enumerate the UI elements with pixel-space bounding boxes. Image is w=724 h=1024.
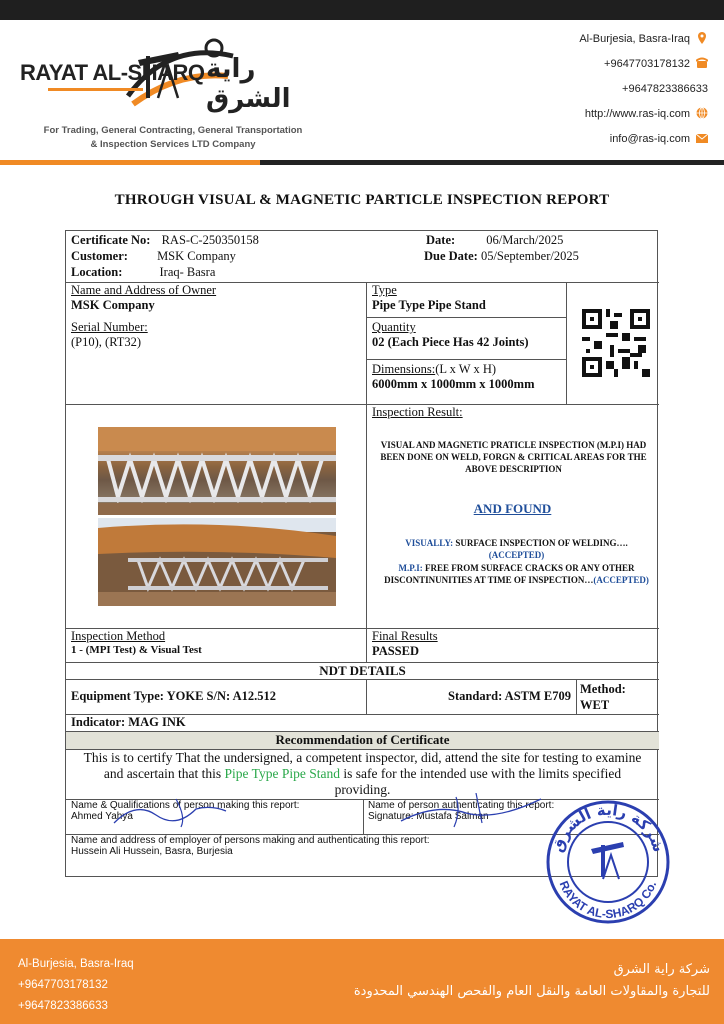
phone1-text: +9647703178132: [604, 58, 690, 70]
serial-section: [71, 320, 366, 350]
globe-icon: [696, 107, 708, 119]
visually-label: VISUALLY:: [405, 538, 454, 548]
serial-label: Serial Number:: [71, 320, 148, 334]
type-value: Pipe Type Pipe Stand: [372, 298, 486, 312]
method-ndt: [580, 681, 655, 713]
visual-finding: [384, 537, 649, 561]
recommendation-title: Recommendation of Certificate: [66, 732, 659, 749]
date-value: 06/March/2025: [486, 233, 564, 247]
quantity-value: 02 (Each Piece Has 42 Joints): [372, 335, 529, 349]
owner-section: [71, 283, 366, 313]
auth-name: Signature: Mustafa Salman: [368, 811, 489, 822]
inspection-photo-2: [98, 518, 336, 606]
employer-value: Hussein Ali Hussein, Basra, Burjesia: [71, 846, 233, 857]
method-ndt-value: WET: [580, 698, 610, 712]
footer-ar-line1: شركة راية الشرق: [613, 962, 710, 977]
type-label: Type: [372, 283, 397, 297]
serial-value: (P10), (RT32): [71, 335, 142, 349]
method-label: Inspection Method: [71, 629, 166, 643]
header-divider: [0, 160, 724, 165]
owner-value: MSK Company: [71, 298, 155, 312]
contact-email[interactable]: [508, 130, 708, 155]
address-text: Al-Burjesia, Basra-Iraq: [579, 33, 690, 45]
svg-text:RAYAT AL-SHARQ Co.: RAYAT AL-SHARQ Co.: [556, 878, 660, 922]
contact-phone2: [508, 80, 708, 105]
final-results-section: [372, 629, 657, 659]
inspection-result-section: [372, 405, 657, 420]
email-text[interactable]: info@ras-iq.com: [609, 133, 690, 145]
customer-label: Customer:: [71, 249, 128, 263]
contact-phone1: [508, 55, 708, 80]
owner-label: Name and Address of Owner: [71, 283, 217, 297]
and-found-heading: AND FOUND: [473, 501, 552, 516]
qualifications-label: Name & Qualifications of person making this report:: [71, 800, 300, 811]
date-label: Date:: [426, 233, 456, 247]
company-tagline: [18, 124, 328, 152]
report-title: THROUGH VISUAL & MAGNETIC PARTICLE INSPECTION REPORT: [114, 192, 610, 208]
logo-text-en: RAYAT AL-SHARQ: [20, 60, 205, 85]
signature-ahmed-icon: [106, 797, 236, 829]
dimensions-value: 6000mm x 1000mm x 1000mm: [372, 377, 535, 391]
dimensions-label: Dimensions:: [372, 362, 436, 376]
qr-code-icon: [582, 309, 650, 377]
mpi-status: (ACCEPTED): [593, 575, 649, 585]
envelope-icon: [696, 132, 708, 144]
standard: Standard: ASTM E709: [448, 689, 571, 703]
qualifications-name: Ahmed Yahya: [71, 811, 133, 822]
footer-address: Al-Burjesia, Basra-Iraq: [18, 958, 134, 970]
inspection-result-label: Inspection Result:: [372, 405, 463, 419]
contact-address: [508, 30, 708, 55]
mpi-label: M.P.I:: [398, 563, 423, 573]
inspection-method-section: [71, 629, 366, 656]
quantity-section: [372, 320, 572, 350]
header-contacts: [508, 30, 708, 155]
footer-phone1: +9647703178132: [18, 979, 108, 991]
certificate-no: RAS-C-250350158: [161, 233, 259, 247]
due-date-row: [424, 249, 658, 264]
certificate-label: Certificate No:: [71, 233, 151, 247]
signature-mustafa-icon: [396, 793, 546, 829]
location-label: Location:: [71, 265, 123, 279]
due-date-value: 05/September/2025: [480, 249, 579, 263]
report-table: [65, 230, 658, 877]
method-number: 1: [71, 644, 77, 656]
dimensions-section: [372, 362, 572, 392]
mpi-text: FREE FROM SURFACE CRACKS OR ANY OTHER DISCONTINUNITIES AT TIME OF INSPECTION…: [384, 563, 635, 585]
rec-item: Pipe Type Pipe Stand: [224, 766, 340, 781]
location-row: [71, 265, 416, 280]
auth-label: Name of person authenticating this report:: [368, 800, 555, 811]
equipment-type: Equipment Type: YOKE S/N: A12.512: [71, 689, 277, 703]
final-value: PASSED: [372, 644, 420, 658]
date-row: [426, 233, 656, 248]
svg-text:شركة راية الشرق: شركة راية الشرق: [548, 800, 668, 855]
due-date-label: Due Date:: [424, 249, 478, 263]
footer-phone2: +9647823386633: [18, 1000, 108, 1012]
final-label: Final Results: [372, 629, 438, 643]
tagline-line1: For Trading, General Contracting, General Transportation: [43, 125, 303, 136]
location-pin-icon: [696, 32, 708, 44]
quantity-label: Quantity: [372, 320, 416, 334]
tagline-line2: & Inspection Services LTD Company: [90, 139, 256, 150]
certificate-row: [71, 233, 416, 248]
website-text[interactable]: http://www.ras-iq.com: [584, 108, 690, 120]
type-section: [372, 283, 572, 313]
visually-text: SURFACE INSPECTION OF WELDING….: [455, 538, 628, 548]
ndt-details-title: NDT DETAILS: [319, 663, 406, 678]
company-stamp-icon: [543, 797, 673, 927]
inspection-photo-1: [98, 427, 336, 515]
method-value: - (MPI Test) & Visual Test: [76, 644, 202, 656]
indicator: Indicator: MAG INK: [71, 715, 186, 729]
telephone-icon: [696, 57, 708, 69]
location-value: Iraq- Basra: [159, 265, 216, 279]
footer-ar-line2: للتجارة والمقاولات العامة والنقل العام والفحص الهندسي المحدودة: [353, 984, 710, 999]
employer-label: Name and address of employer of persons making and authenticating this report:: [71, 835, 430, 846]
phone2-text: +9647823386633: [622, 83, 708, 95]
company-logo: [18, 26, 318, 116]
customer-value: MSK Company: [157, 249, 236, 263]
footer-company-ar: [354, 959, 710, 1003]
customer-row: [71, 249, 416, 264]
footer-contacts: [18, 954, 134, 1017]
recommendation-text: [76, 750, 649, 798]
method-ndt-label: Method:: [580, 682, 626, 696]
page-footer: [0, 939, 724, 1024]
contact-website[interactable]: [508, 105, 708, 130]
rec-text-2: is safe for the intended use with the limits specified providing.: [334, 766, 622, 797]
top-bar: [0, 0, 724, 20]
dimensions-unit: (L x W x H): [435, 362, 497, 376]
visually-status: (ACCEPTED): [488, 550, 545, 560]
mpi-finding: [384, 562, 649, 586]
rec-text-1: This is to certify That the undersigned, a competent inspector, did, attend the site for testing to examine and ascertain that this: [83, 750, 642, 781]
logo-text-ar: راية الشرق: [206, 54, 291, 114]
result-paragraph: VISUAL AND MAGNETIC PRATICLE INSPECTION (M.P.I) HAD BEEN DONE ON WELD, FORGN & CRITICAL AREAS FOR THE ABOVE DESCRIPTION: [380, 440, 647, 474]
